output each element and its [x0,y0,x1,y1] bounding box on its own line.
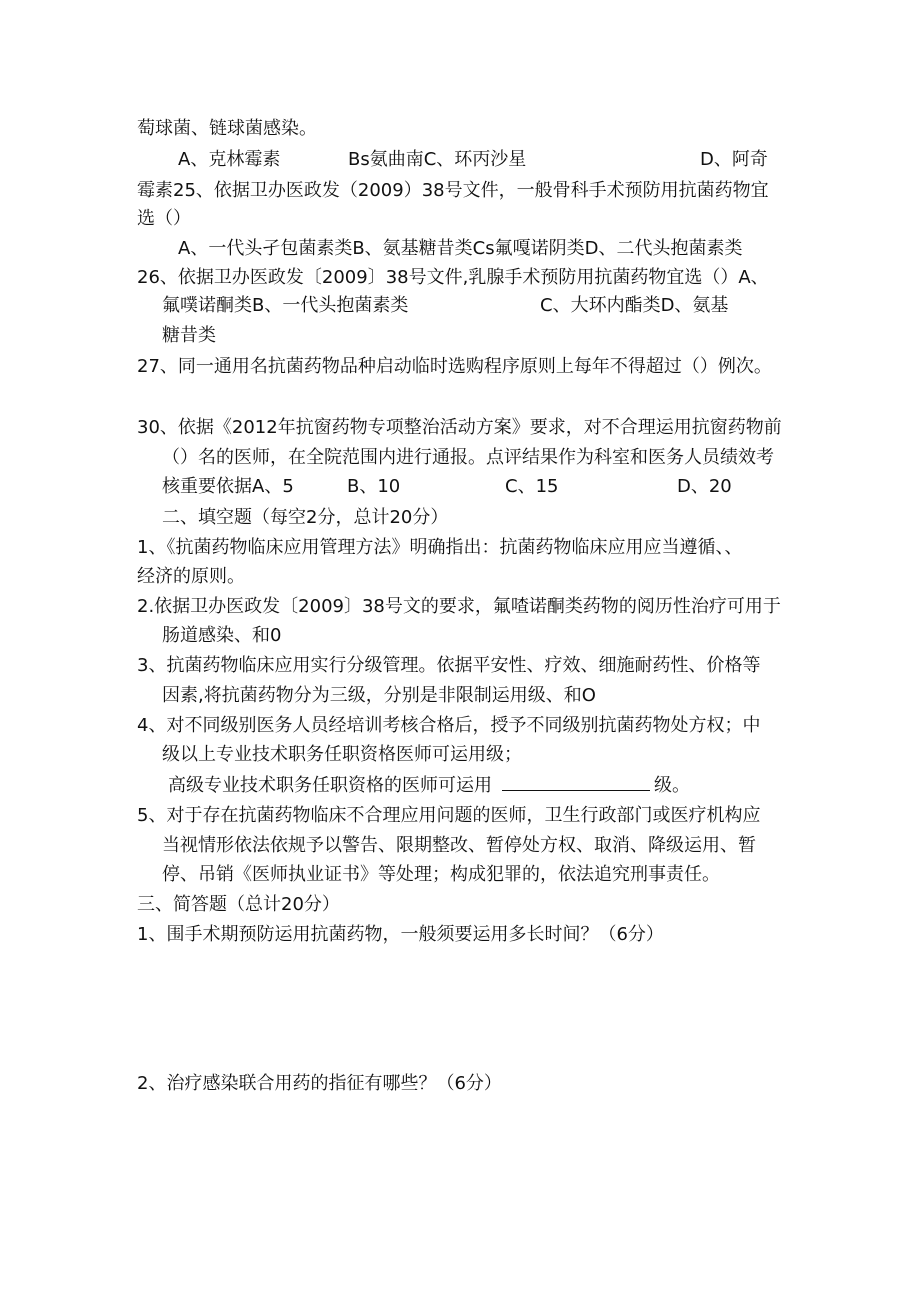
q30-line-3: 核重要依据A、5 [162,476,294,497]
fill-q2-line-2: 肠道感染、和0 [162,625,282,646]
short-q1: 1、围手术期预防运用抗菌药物，一般须要运用多长时间？（6分） [137,924,664,945]
q26-line-1: 26、依据卫办医政发〔2009〕38号文件,乳腺手术预防用抗菌药物宜选（）A、 [137,267,769,288]
fill-section-heading: 二、填空题（每空2分，总计20分） [162,507,449,528]
fill-q4-line-2: 级以上专业技术职务任职资格医师可运用级； [162,744,522,765]
fill-q4-line-3-text: 高级专业技术职务任职资格的医师可运用 [168,775,492,796]
fill-q4-line-3 [168,774,690,798]
fill-q5-line-1: 5、对于存在抗菌药物临床不合理应用问题的医师，卫生行政部门或医疗机构应 [137,805,761,826]
mc-line-1: 萄球菌、链球菌感染。 [137,118,317,139]
fill-q4-line-3-suffix: 级。 [654,775,690,796]
q30-line-2: （）名的医师，在全院范围内进行通报。点评结果作为科室和医务人员绩效考 [162,447,774,468]
q30-option-c: C、15 [505,476,559,497]
fill-q3-line-2: 因素,将抗菌药物分为三级，分别是非限制运用级、和O [162,685,596,706]
fill-q5-line-2: 当视情形依法依规予以警告、限期整改、暂停处方权、取消、降级运用、暂 [162,835,756,856]
q26-line-2b: C、大环内酯类D、氨基 [540,295,729,316]
fill-q3-line-1: 3、抗菌药物临床应用实行分级管理。依据平安性、疗效、细施耐药性、价格等 [137,655,761,676]
fill-q2-line-1: 2.依据卫办医政发〔2009〕38号文的要求，氟喳诺酮类药物的阅历性治疗可用于 [137,596,781,617]
fill-q5-line-3: 停、吊销《医师执业证书》等处理；构成犯罪的，依法追究刑事责任。 [162,864,720,885]
q24-option-d: D、阿奇 [700,149,768,170]
q27: 27、同一通用名抗菌药物品种启动临时选购程序原则上每年不得超过（）例次。 [137,356,772,377]
q26-line-3: 糖昔类 [162,325,216,346]
q26-line-2a: 氟噗诺酮类B、一代头抱菌素类 [162,295,409,316]
answer-blank[interactable] [502,774,650,791]
q24-option-b-c: Bs氨曲南C、环丙沙星 [348,149,527,170]
q24-option-a: A、克林霉素 [178,149,281,170]
short-section-heading: 三、简答题（总计20分） [137,894,340,915]
q30-option-b: B、10 [347,476,401,497]
fill-q1-line-2: 经济的原则。 [137,566,245,587]
q25-line-2: 选（） [137,208,191,229]
q30-line-1: 30、依据《2012年抗窗药物专项整治活动方案》要求，对不合理运用抗窗药物前 [137,417,782,438]
short-q2: 2、治疗感染联合用药的指征有哪些？（6分） [137,1073,502,1094]
q25-options: A、一代头孑包菌素类B、氨基糖昔类Cs氟嘎诺阴类D、二代头抱菌素类 [178,238,743,259]
fill-q1-line-1: 1、《抗菌药物临床应用管理方法》明确指出：抗菌药物临床应用应当遵循、、 [137,537,743,558]
fill-q4-line-1: 4、对不同级别医务人员经培训考核合格后，授予不同级别抗菌药物处方权；中 [137,715,761,736]
q30-option-d: D、20 [677,476,732,497]
q25-line-1: 霉素25、依据卫办医政发（2009）38号文件，一般骨科手术预防用抗菌药物宜 [137,180,769,201]
